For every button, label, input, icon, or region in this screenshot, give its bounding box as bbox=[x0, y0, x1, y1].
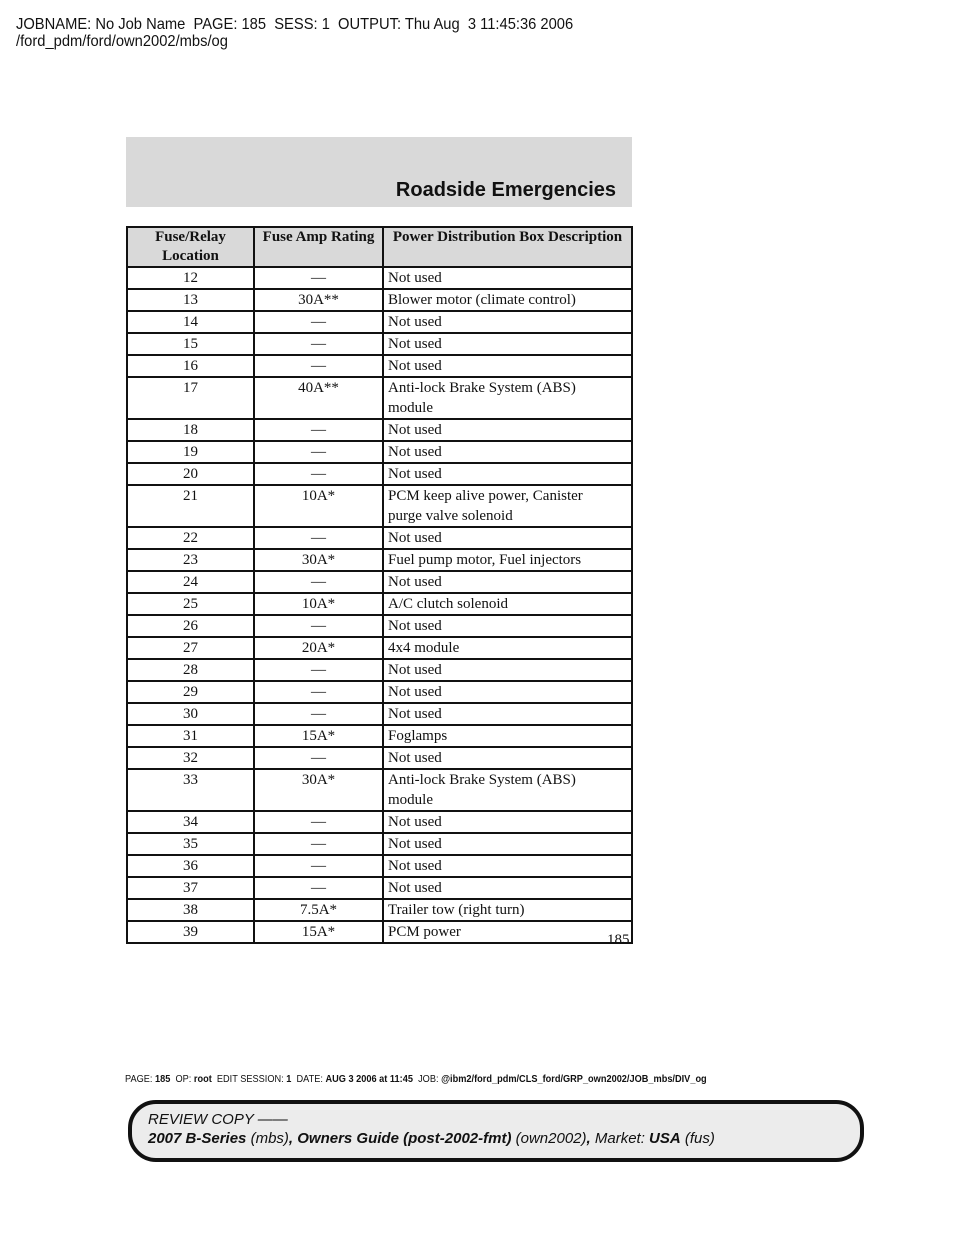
table-row bbox=[127, 333, 632, 355]
cell-location: 27 bbox=[127, 637, 254, 659]
cell-description: Not used bbox=[383, 833, 632, 855]
cell-rating: — bbox=[254, 877, 383, 899]
cell-rating: — bbox=[254, 463, 383, 485]
cell-location: 38 bbox=[127, 899, 254, 921]
cell-location: 37 bbox=[127, 877, 254, 899]
header-location: Fuse/Relay Location bbox=[127, 227, 254, 267]
cell-rating: — bbox=[254, 615, 383, 637]
cell-location: 39 bbox=[127, 921, 254, 943]
footer-label: EDIT SESSION: bbox=[216, 1074, 284, 1085]
cell-location: 32 bbox=[127, 747, 254, 769]
cell-description: 4x4 module bbox=[383, 637, 632, 659]
cell-rating: — bbox=[254, 441, 383, 463]
table-row bbox=[127, 571, 632, 593]
footer-date: AUG 3 2006 at 11:45 bbox=[325, 1074, 413, 1085]
table-row bbox=[127, 747, 632, 769]
review-market: USA bbox=[649, 1130, 681, 1147]
cell-description: Anti-lock Brake System (ABS) module bbox=[383, 377, 632, 419]
review-model: 2007 B-Series bbox=[148, 1130, 247, 1147]
cell-rating: 30A* bbox=[254, 549, 383, 571]
cell-location: 35 bbox=[127, 833, 254, 855]
table-row bbox=[127, 593, 632, 615]
cell-location: 12 bbox=[127, 267, 254, 289]
cell-description: A/C clutch solenoid bbox=[383, 593, 632, 615]
cell-location: 13 bbox=[127, 289, 254, 311]
job-header-line2: /ford_pdm/ford/own2002/mbs/og bbox=[16, 33, 228, 50]
cell-rating: — bbox=[254, 333, 383, 355]
table-row bbox=[127, 355, 632, 377]
cell-description: Not used bbox=[383, 811, 632, 833]
cell-location: 17 bbox=[127, 377, 254, 419]
cell-description: Not used bbox=[383, 703, 632, 725]
header-description: Power Distribution Box Description bbox=[383, 227, 632, 267]
cell-rating: — bbox=[254, 659, 383, 681]
section-title: Roadside Emergencies bbox=[395, 179, 616, 201]
cell-rating: — bbox=[254, 311, 383, 333]
cell-description: Not used bbox=[383, 681, 632, 703]
cell-location: 31 bbox=[127, 725, 254, 747]
cell-location: 34 bbox=[127, 811, 254, 833]
footer-label: PAGE: bbox=[125, 1074, 153, 1085]
table-header-row bbox=[127, 227, 632, 267]
cell-rating: — bbox=[254, 703, 383, 725]
cell-rating: 20A* bbox=[254, 637, 383, 659]
cell-description: Not used bbox=[383, 747, 632, 769]
cell-description: Not used bbox=[383, 441, 632, 463]
cell-description: Not used bbox=[383, 355, 632, 377]
cell-location: 18 bbox=[127, 419, 254, 441]
cell-location: 36 bbox=[127, 855, 254, 877]
cell-rating: — bbox=[254, 833, 383, 855]
review-model-code: (mbs) bbox=[250, 1130, 289, 1147]
cell-rating: 15A* bbox=[254, 921, 383, 943]
cell-location: 20 bbox=[127, 463, 254, 485]
cell-location: 25 bbox=[127, 593, 254, 615]
table-row bbox=[127, 769, 632, 811]
review-guide-code: (own2002) bbox=[515, 1130, 587, 1147]
cell-description: PCM keep alive power, Canister purge valve solenoid bbox=[383, 485, 632, 527]
table-row bbox=[127, 703, 632, 725]
review-guide: Owners Guide (post-2002-fmt) bbox=[297, 1130, 512, 1147]
table-row bbox=[127, 921, 632, 943]
table-row bbox=[127, 311, 632, 333]
table-row bbox=[127, 463, 632, 485]
fuse-table bbox=[126, 226, 633, 944]
table-row bbox=[127, 527, 632, 549]
cell-location: 24 bbox=[127, 571, 254, 593]
cell-location: 19 bbox=[127, 441, 254, 463]
cell-description: PCM power bbox=[383, 921, 632, 943]
header-rating: Fuse Amp Rating bbox=[254, 227, 383, 267]
cell-rating: 40A** bbox=[254, 377, 383, 419]
footer-label: OP: bbox=[175, 1074, 192, 1085]
page-number: 185 bbox=[607, 932, 630, 948]
footer-session: 1 bbox=[286, 1074, 292, 1085]
cell-description: Not used bbox=[383, 659, 632, 681]
cell-rating: — bbox=[254, 267, 383, 289]
cell-rating: — bbox=[254, 419, 383, 441]
table-row bbox=[127, 877, 632, 899]
table-row bbox=[127, 377, 632, 419]
cell-location: 15 bbox=[127, 333, 254, 355]
cell-description: Not used bbox=[383, 527, 632, 549]
cell-rating: — bbox=[254, 811, 383, 833]
cell-rating: 10A* bbox=[254, 485, 383, 527]
footer-label: DATE: bbox=[296, 1074, 323, 1085]
cell-location: 26 bbox=[127, 615, 254, 637]
review-line2: 2007 B-Series (mbs), Owners Guide (post-2002-fmt) (own2002), Market: USA (fus) bbox=[148, 1130, 715, 1147]
cell-rating: — bbox=[254, 747, 383, 769]
table-row bbox=[127, 811, 632, 833]
cell-description: Trailer tow (right turn) bbox=[383, 899, 632, 921]
cell-description: Anti-lock Brake System (ABS) module bbox=[383, 769, 632, 811]
table-row bbox=[127, 681, 632, 703]
cell-rating: 30A* bbox=[254, 769, 383, 811]
cell-description: Not used bbox=[383, 855, 632, 877]
cell-location: 30 bbox=[127, 703, 254, 725]
table-row bbox=[127, 659, 632, 681]
print-footer bbox=[125, 1074, 707, 1085]
review-market-code: (fus) bbox=[684, 1130, 715, 1147]
table-row bbox=[127, 441, 632, 463]
table-row bbox=[127, 485, 632, 527]
review-market-label: Market: bbox=[594, 1130, 645, 1147]
cell-description: Not used bbox=[383, 419, 632, 441]
cell-description: Not used bbox=[383, 333, 632, 355]
table-row bbox=[127, 899, 632, 921]
job-header-line1: JOBNAME: No Job Name PAGE: 185 SESS: 1 OUTPUT: Thu Aug 3 11:45:36 2006 bbox=[16, 16, 574, 33]
cell-location: 33 bbox=[127, 769, 254, 811]
table-row bbox=[127, 549, 632, 571]
cell-description: Not used bbox=[383, 267, 632, 289]
cell-location: 16 bbox=[127, 355, 254, 377]
cell-description: Foglamps bbox=[383, 725, 632, 747]
footer-label: JOB: bbox=[418, 1074, 439, 1085]
table-row bbox=[127, 615, 632, 637]
cell-rating: — bbox=[254, 855, 383, 877]
cell-location: 22 bbox=[127, 527, 254, 549]
cell-location: 14 bbox=[127, 311, 254, 333]
review-copy-box bbox=[128, 1100, 864, 1162]
table-row bbox=[127, 637, 632, 659]
cell-description: Not used bbox=[383, 311, 632, 333]
job-header bbox=[16, 16, 573, 50]
table-row bbox=[127, 267, 632, 289]
cell-description: Not used bbox=[383, 615, 632, 637]
table-row bbox=[127, 725, 632, 747]
table-row bbox=[127, 419, 632, 441]
footer-job: @ibm2/ford_pdm/CLS_ford/GRP_own2002/JOB_mbs/DIV_og bbox=[441, 1074, 707, 1085]
cell-location: 28 bbox=[127, 659, 254, 681]
cell-description: Not used bbox=[383, 571, 632, 593]
table-row bbox=[127, 855, 632, 877]
cell-description: Blower motor (climate control) bbox=[383, 289, 632, 311]
cell-rating: 10A* bbox=[254, 593, 383, 615]
cell-location: 21 bbox=[127, 485, 254, 527]
cell-rating: 15A* bbox=[254, 725, 383, 747]
cell-rating: — bbox=[254, 571, 383, 593]
table-row bbox=[127, 289, 632, 311]
table-row bbox=[127, 833, 632, 855]
review-line1: REVIEW COPY —— bbox=[148, 1111, 288, 1128]
cell-location: 23 bbox=[127, 549, 254, 571]
section-band bbox=[126, 137, 632, 207]
cell-description: Fuel pump motor, Fuel injectors bbox=[383, 549, 632, 571]
cell-rating: — bbox=[254, 681, 383, 703]
cell-description: Not used bbox=[383, 877, 632, 899]
cell-description: Not used bbox=[383, 463, 632, 485]
cell-rating: 30A** bbox=[254, 289, 383, 311]
cell-rating: 7.5A* bbox=[254, 899, 383, 921]
cell-rating: — bbox=[254, 527, 383, 549]
footer-page: 185 bbox=[155, 1074, 171, 1085]
footer-op: root bbox=[193, 1074, 212, 1085]
cell-location: 29 bbox=[127, 681, 254, 703]
cell-rating: — bbox=[254, 355, 383, 377]
